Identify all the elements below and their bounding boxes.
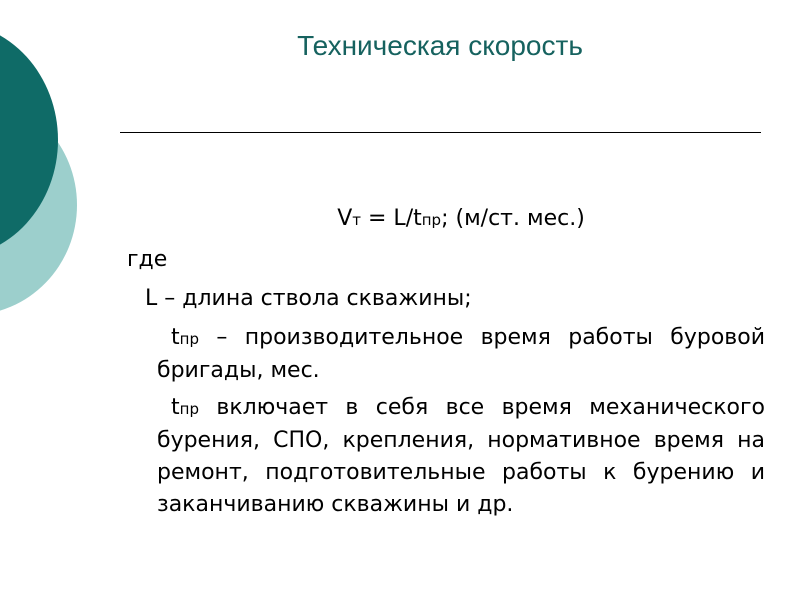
tpr-subscript: пр xyxy=(179,330,199,348)
tpr-note-subscript: пр xyxy=(179,400,199,418)
formula-t-subscript: пр xyxy=(421,211,442,229)
formula-v: V xyxy=(337,206,353,231)
formula-mid: = L/t xyxy=(361,206,422,231)
where-label: где xyxy=(127,247,168,272)
slide-title: Техническая скорость xyxy=(297,30,583,61)
tpr-definition-text: – производительное время работы буровой бригады, мес. xyxy=(157,325,765,383)
l-definition: L – длина ствола скважины; xyxy=(145,286,472,311)
formula-rest: ; (м/ст. мес.) xyxy=(441,206,585,231)
formula xyxy=(157,203,765,236)
title-divider xyxy=(120,132,761,133)
tpr-definition xyxy=(157,322,765,387)
decorative-circles xyxy=(0,0,90,330)
formula-v-subscript: т xyxy=(352,211,362,229)
tpr-t: t xyxy=(171,325,180,350)
tpr-note xyxy=(157,392,765,521)
tpr-note-t: t xyxy=(171,395,180,420)
tpr-note-text: включает в себя все время механического бурения, СПО, крепления, нормативное время на ремонт, подготовительные работы к бурению и заканчиванию скважины и др. xyxy=(157,395,765,517)
